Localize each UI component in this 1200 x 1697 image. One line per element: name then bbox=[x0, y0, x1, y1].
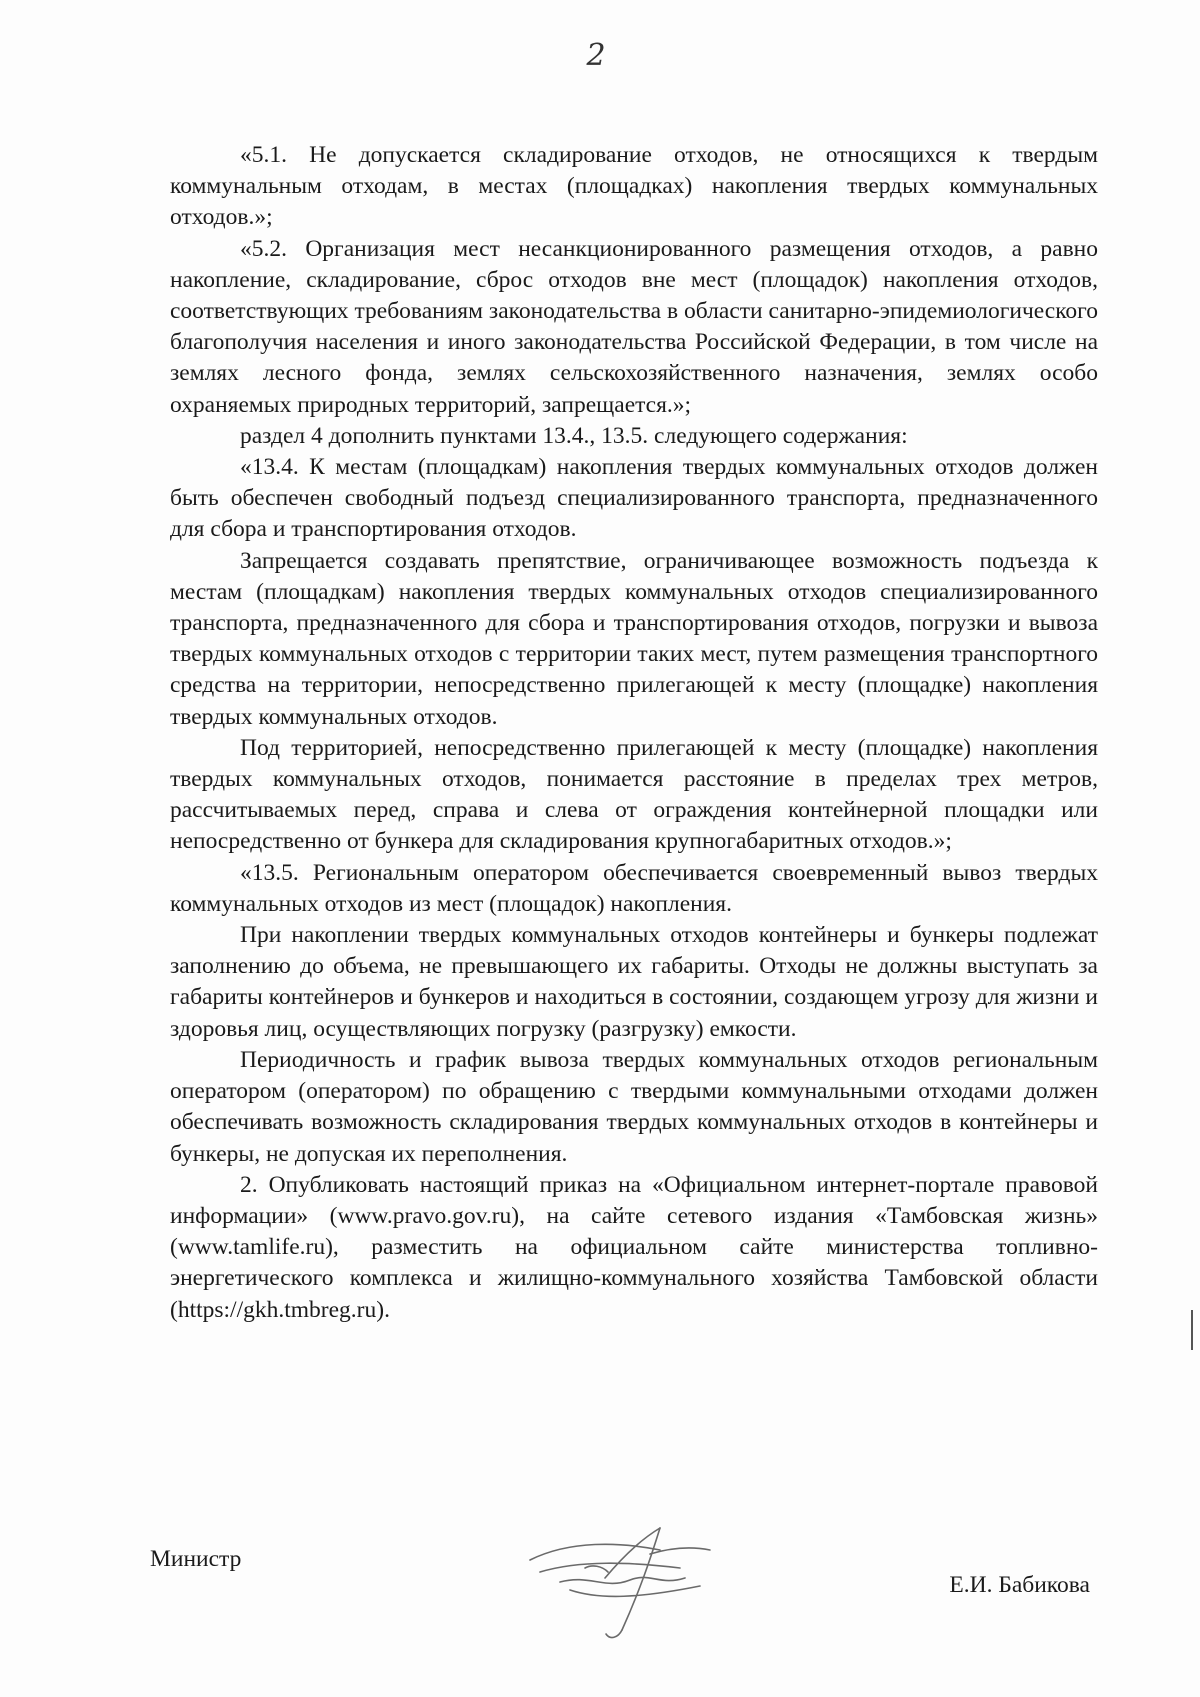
paragraph-13-4-definition: Под территорией, непосредственно прилегающей к месту (площадке) накопления твердых коммунальных отходов, понимается расстояние в пределах трех метров, рассчитываемых перед, справа и слева от ограждения контейнерной площадки или непосредственно от бункера для складирования крупногабаритных отходов.»; bbox=[170, 734, 1098, 855]
paragraph-13-5-containers: При накоплении твердых коммунальных отходов контейнеры и бункеры подлежат заполнению до объема, не превышающего их габариты. Отходы не должны выступать за габариты контейнеров и бункеров и находиться в состоянии, создающем угрозу для жизни и здоровья лиц, осуществляющих погрузку (разгрузку) емкости. bbox=[170, 922, 1098, 1042]
signatory-title: Министр bbox=[150, 1546, 242, 1572]
scan-edge-mark bbox=[1191, 1310, 1193, 1350]
paragraph-5-2: «5.2. Организация мест несанкционированного размещения отходов, а равно накопление, складирование, сброс отходов вне мест (площадок) накопления отходов, соответствующих требованиям законодательства в области санитарно-эпидемиологического благополучия населения и иного законодательства Российской Федерации, в том числе на землях лесного фонда, землях сельскохозяйственного назначения, землях особо охраняемых природных территорий, запрещается.»; bbox=[170, 235, 1098, 418]
handwritten-signature-icon bbox=[510, 1520, 730, 1650]
page-number: 2 bbox=[586, 38, 606, 73]
paragraph-section-4-addition: раздел 4 дополнить пунктами 13.4., 13.5. следующего содержания: bbox=[240, 422, 908, 449]
paragraph-13-5-schedule: Периодичность и график вывоза твердых коммунальных отходов региональным оператором (оператором) по обращению с твердыми коммунальными отходами должен обеспечивать возможность складирования твердых коммунальных отходов в контейнеры и бункеры, не допуская их переполнения. bbox=[170, 1046, 1098, 1167]
signatory-name: Е.И. Бабикова bbox=[949, 1572, 1090, 1598]
signature-block bbox=[150, 1530, 1090, 1650]
paragraph-2-publish: 2. Опубликовать настоящий приказ на «Официальном интернет-портале правовой информации» (www.pravo.gov.ru), на сайте сетевого издания «Тамбовская жизнь» (www.tamlife.ru), разместить на официальном сайте министерства топливно-энергетического комплекса и жилищно-коммунального хозяйства Тамбовской области (https://gkh.tmbreg.ru). bbox=[170, 1171, 1098, 1323]
paragraph-13-4-prohibition: Запрещается создавать препятствие, ограничивающее возможность подъезда к местам (площадкам) накопления твердых коммунальных отходов специализированного транспорта, предназначенного для сбора и транспортирования отходов, погрузки и вывоза твердых коммунальных отходов с территории таких мест, путем размещения транспортного средства на территории, непосредственно прилегающей к месту (площадке) накопления твердых коммунальных отходов. bbox=[170, 547, 1098, 730]
paragraph-13-5: «13.5. Региональным оператором обеспечивается своевременный вывоз твердых коммунальных отходов из мест (площадок) накопления. bbox=[170, 859, 1098, 917]
document-body bbox=[170, 140, 1098, 1326]
paragraph-5-1: «5.1. Не допускается складирование отходов, не относящихся к твердым коммунальным отходам, в местах (площадках) накопления твердых коммунальных отходов.»; bbox=[170, 142, 1098, 231]
paragraph-13-4: «13.4. К местам (площадкам) накопления твердых коммунальных отходов должен быть обеспечен свободный подъезд специализированного транспорта, предназначенного для сбора и транспортирования отходов. bbox=[170, 454, 1098, 543]
